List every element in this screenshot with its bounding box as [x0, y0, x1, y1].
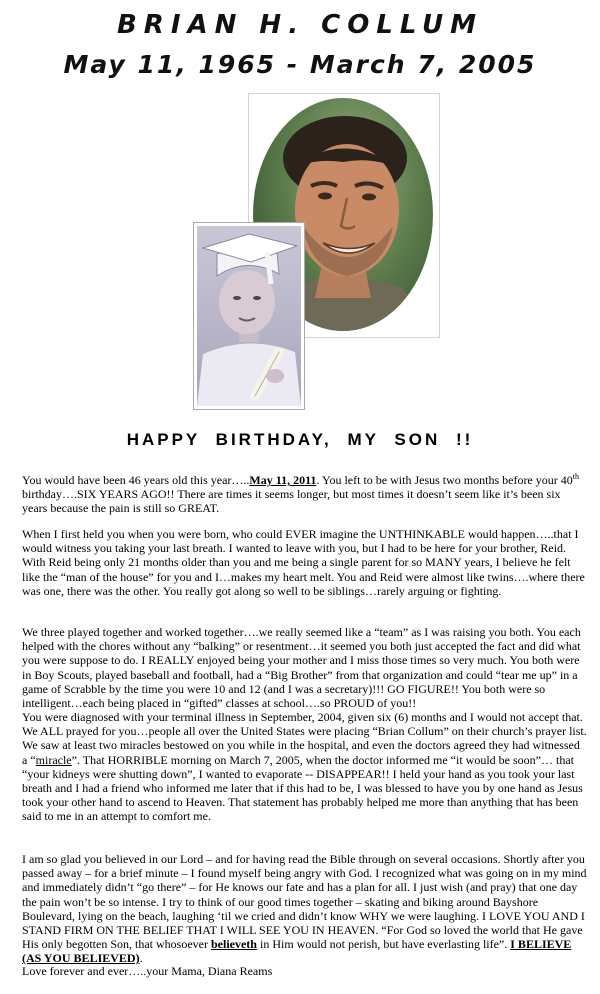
paragraph-1 [22, 473, 588, 516]
birthday-greeting: HAPPY BIRTHDAY, MY SON !! [126, 430, 474, 449]
believeth-word: believeth [210, 937, 257, 952]
p1-superscript: th [572, 472, 579, 481]
memorial-dates: May 11, 1965 - March 7, 2005 [63, 50, 537, 79]
birthday-date: May 11, 2011 [249, 473, 317, 487]
paragraph-3: We three played together and worked together….we really seemed like a “team” as I was raising you both. You each helped with the chores without any “balking” or resentment…it seemed you both just accepted the fact and did what you were suppose to do. I REALLY enjoyed being your mother and I miss those times so very much. You both were in Boy Scouts, played baseball and football, had a “Big Brother” from that organization and could “tear me up” in a game of Scrabble by the time you were 10 and 12 (and I was a secretary)!!! GO FIGURE!! You both were so intelligent…each being placed in “gifted” classes at school….so PROUD of you!! [22, 625, 581, 711]
p5-text-a: I am so glad you believed in our Lord – and for having read the Bible through on several occasions. Shortly after you passed away – for a brief minute – I found myself being angry with God. I recognized what was going on in my mind and immediately didn’t “go there” – for He knows our fate and has a plan for all. I just wish (and pray) that one day the pain won’t be so intense. I try to think of our good times together – skating and biking around Bayshore Boulevard, lying on the beach, laughing ‘til we cried and didn’t know WHY we were laughing. I LOVE YOU AND I STAND FIRM ON THE BELIEF THAT I WILL SEE YOU IN HEAVEN. “For God so loved the world that He gave His only begotten Son, that whosoever [22, 852, 587, 952]
i-believe-statement: I BELIEVE (AS YOU BELIEVED) [22, 937, 572, 966]
child-portrait-photo [193, 222, 305, 410]
miracle-word: miracle [35, 752, 72, 767]
p4-text-b: ”. That HORRIBLE morning on March 7, 2005, when the doctor informed me “it would be soon”… that “your kidneys were shutting down”, I wanted to evaporate -- DISAPPEAR!! I held your hand as you took your last breath and I had a friend who informed me later that if this had to be, I was blessed to have you by one hand as Jesus took your other hand to ascend to Heaven. That statement has probably helped me more than anything that has been said to me in an attempt to comfort me. [22, 752, 583, 824]
p5-text-c: . [139, 951, 143, 966]
p1-text-c: birthday….SIX YEARS AGO!! There are times it seems longer, but most times it doesn’t seem like it’s been six years because the pain is still so GREAT. [22, 487, 561, 516]
p5-text-b: in Him would not perish, but have everlasting life”. [256, 937, 511, 952]
paragraph-2: When I first held you when you were born, who could EVER imagine the UNTHINKABLE would happen…..that I would witness you taking your last breath. I wanted to leave with you, but I had to be here for your brother, Reid. With Reid being only 21 months older than you and me being a single parent for so MANY years, I believe he felt like the “man of the house” for you and I…makes my heart melt. You and Reid were almost like twins….where there was one, there was the other. You really got along so well to be siblings…rarely arguing or fighting. [22, 527, 585, 598]
paragraph-4 [22, 710, 588, 824]
child-portrait-image [197, 226, 301, 406]
paragraph-5 [22, 852, 588, 966]
memorial-name: BRIAN H. COLLUM [116, 10, 483, 40]
p1-text-a: You would have been 46 years old this year….. [22, 473, 250, 487]
p1-text-b: . You left to be with Jesus two months before your 40 [316, 473, 573, 487]
signature-line: Love forever and ever…..your Mama, Diana Reams [22, 964, 273, 978]
p4-text-a: You were diagnosed with your terminal illness in September, 2004, given six (6) months and I would not accept that. We ALL prayed for you…people all over the United States were placing “Brian Collum” on their church’s prayer list. We saw at least two miracles bestowed on you while in the hospital, and even the doctors agreed they had witnessed a “ [22, 710, 587, 767]
